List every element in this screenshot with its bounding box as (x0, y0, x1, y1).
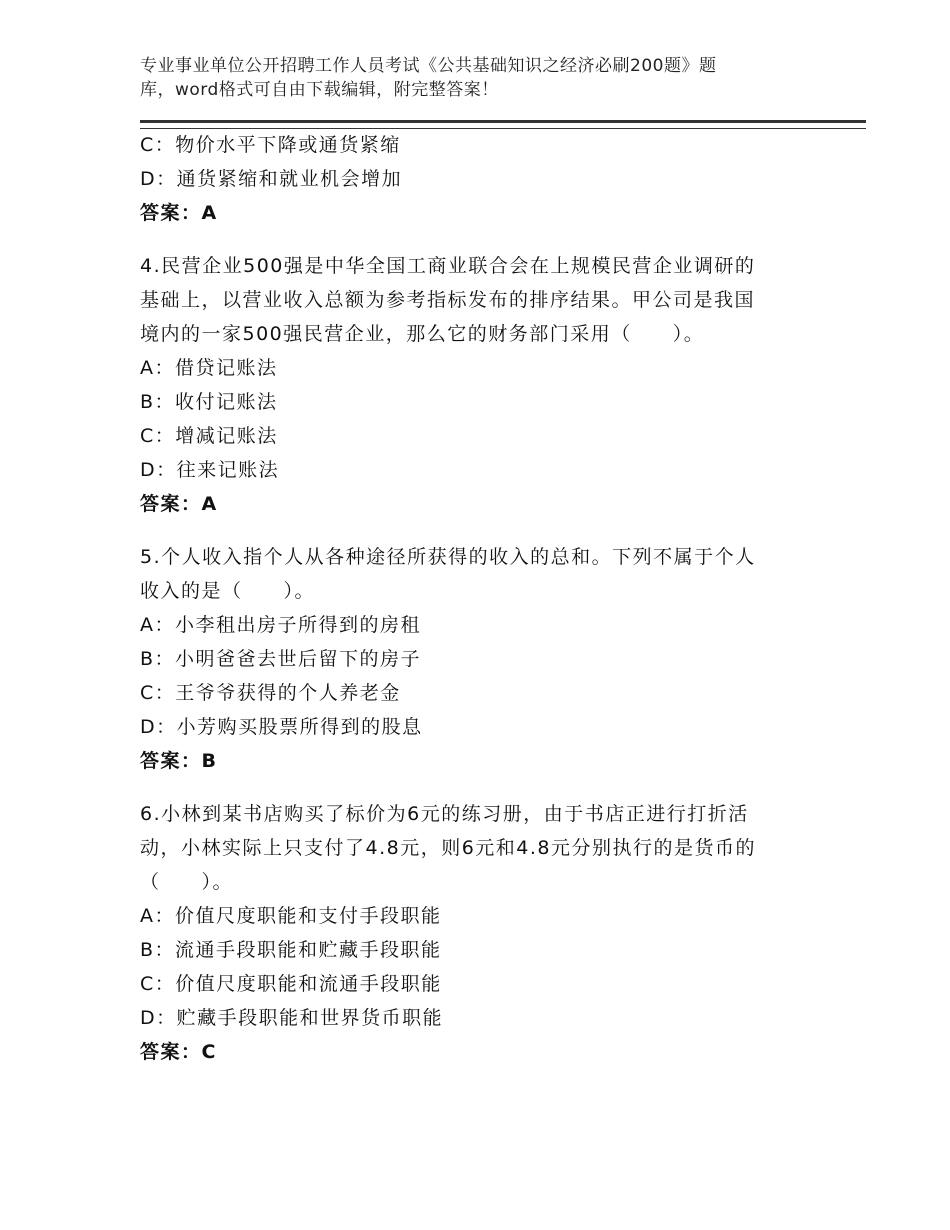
q5-stem (140, 540, 820, 608)
q4-answer: 答案：A (140, 493, 218, 515)
q4-stem-line-2: 基础上，以营业收入总额为参考指标发布的排序结果。甲公司是我国 (140, 289, 756, 311)
q3-option-d: D：通货紧缩和就业机会增加 (140, 168, 403, 190)
q4-option-c: C：增减记账法 (140, 425, 278, 447)
document-header (140, 54, 780, 102)
q3-answer: 答案：A (140, 202, 218, 224)
q6-stem (140, 797, 820, 899)
q5-option-a: A：小李租出房子所得到的房租 (140, 614, 421, 636)
question-6 (140, 797, 820, 1069)
q4-stem-line-1: 4.民营企业500强是中华全国工商业联合会在上规模民营企业调研的 (140, 255, 756, 277)
q6-option-c: C：价值尺度职能和流通手段职能 (140, 973, 442, 995)
q5-option-b: B：小明爸爸去世后留下的房子 (140, 648, 422, 670)
header-title-line-2: 库，word格式可自由下载编辑，附完整答案！ (140, 80, 499, 100)
q5-option-c: C：王爷爷获得的个人养老金 (140, 682, 401, 704)
header-title-line-1: 专业事业单位公开招聘工作人员考试《公共基础知识之经济必刷200题》题 (140, 56, 717, 76)
q6-stem-line-2: 动，小林实际上只支付了4.8元，则6元和4.8元分别执行的是货币的 (140, 837, 757, 859)
q5-stem-line-2: 收入的是（ ）。 (140, 580, 316, 602)
q4-stem-line-3: 境内的一家500强民营企业，那么它的财务部门采用（ ）。 (140, 323, 705, 345)
q4-stem (140, 249, 820, 351)
question-5 (140, 540, 820, 778)
q5-answer: 答案：B (140, 750, 218, 772)
q4-option-b: B：收付记账法 (140, 391, 278, 413)
question-3-tail (140, 128, 820, 230)
q6-stem-line-3: （ ）。 (140, 871, 234, 893)
q5-stem-line-1: 5.个人收入指个人从各种途径所获得的收入的总和。下列不属于个人 (140, 546, 756, 568)
q4-option-a: A：借贷记账法 (140, 357, 278, 379)
q6-option-a: A：价值尺度职能和支付手段职能 (140, 905, 442, 927)
q5-option-d: D：小芳购买股票所得到的股息 (140, 716, 423, 738)
question-4 (140, 249, 820, 521)
q6-answer: 答案：C (140, 1041, 217, 1063)
q3-option-c: C：物价水平下降或通货紧缩 (140, 134, 401, 156)
q6-option-d: D：贮藏手段职能和世界货币职能 (140, 1007, 444, 1029)
q4-option-d: D：往来记账法 (140, 459, 280, 481)
q6-stem-line-1: 6.小林到某书店购买了标价为6元的练习册，由于书店正进行打折活 (140, 803, 749, 825)
document-body (140, 128, 820, 1069)
q6-option-b: B：流通手段职能和贮藏手段职能 (140, 939, 442, 961)
